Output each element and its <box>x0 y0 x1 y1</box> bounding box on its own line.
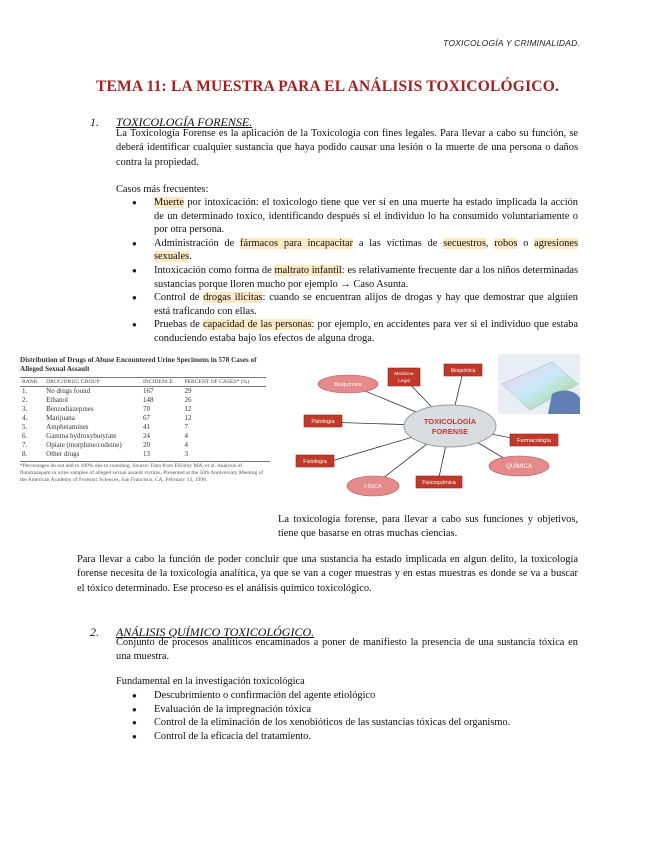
table-row <box>20 450 266 459</box>
table-cell: 12 <box>184 405 192 413</box>
section-2-title: ANÁLISIS QUÍMICO TOXICOLÓGICO. <box>116 625 315 639</box>
table-cell: Other drugs <box>46 450 80 458</box>
table-cell: 4 <box>184 432 188 440</box>
paragraph-2: Para llevar a cabo la función de poder concluir que una sustancia ha estado implicada en algun delito, la toxicología forense necesita de la toxicología analítica, ya que se van a coger muestras y en estas muestras es donde se va a buscar el tóxico determinado. Ese proceso es el análisis químico toxicológico. <box>77 554 578 594</box>
table-cell: 13 <box>142 450 150 458</box>
diagram-node: Medicina <box>394 372 414 377</box>
table-title: Distribution of Drugs of Abuse Encountered Urine Specimens in 578 Cases of Alleged Sexual Assault <box>20 356 257 373</box>
highlight: capacidad de las personas <box>202 319 312 331</box>
list-item-text: : es relativamente frecuente dar a los niños determinadas sustancias porque lloren mucho por ejemplo → Caso Asunta. <box>154 264 579 290</box>
lab-photo <box>498 354 580 414</box>
list-item-text: : cuando se encuentran alijos de drogas y hay que demostrar que alguien está traficando con ellas. <box>154 292 578 317</box>
page-header: TOXICOLOGÍA Y CRIMINALIDAD. <box>443 38 580 48</box>
table-footnote: *Percentages do not add to 100% due to rounding. Source: Data from ElSohly MA, et al. Analysis of flunitrazepam in urine samples of alleged sexual assault victims. Presented at the 50th Anniversary Meeting of the American Academy of Forensic Sciences, San Francisco, CA, February 13, 1998. <box>20 461 270 484</box>
table-cell: 41 <box>142 423 150 431</box>
list-item <box>132 291 578 318</box>
table-cell: Ethanol <box>46 396 68 404</box>
table-header: INCIDENCE <box>141 378 183 387</box>
list-item-text: por intoxicación: el toxicologo tiene que ver si en una muerte ha estado implicada la acción de un determinado toxico, identificando después si el individuo lo ha consumido voluntariamente o por otra persona. <box>154 197 578 236</box>
table-cell: 7 <box>184 423 188 431</box>
table-cell: 4 <box>184 441 188 449</box>
list-item-text: Intoxicación como forma de <box>154 264 275 276</box>
list-item-text: Pruebas de <box>154 319 203 331</box>
diagram-node: Farmacología <box>517 438 551 444</box>
section-2-heading <box>90 623 99 641</box>
diagram-node: Patología <box>311 419 335 425</box>
list-item: ● Descubrimiento o confirmación del agente etiológico <box>132 689 578 703</box>
table-cell: Benzodiazepines <box>46 405 94 413</box>
diagram-svg <box>290 354 580 504</box>
highlight: Muerte <box>154 197 185 208</box>
drug-table-figure <box>20 356 270 536</box>
table-cell: 12 <box>184 414 192 422</box>
table-cell: 2. <box>22 396 28 404</box>
table-cell: 70 <box>142 405 150 413</box>
table-header: DRUG/DRUG GROUP <box>44 378 141 387</box>
table-cell: 3. <box>22 405 28 413</box>
diagram-caption: La toxicología forense, para llevar a cabo sus funciones y objetivos, tiene que basarse en otras muchas ciencias. <box>278 514 578 540</box>
table-cell: 26 <box>184 396 192 404</box>
list-item <box>132 264 578 291</box>
diagram-node: Bioquímica <box>450 368 476 374</box>
list-item-text: . <box>189 251 192 263</box>
table-cell: 167 <box>142 387 154 395</box>
table-row <box>20 432 266 441</box>
list-item-text: , <box>485 237 495 249</box>
diagram-node: Bioquímica <box>334 382 362 388</box>
table-cell: 1. <box>22 387 28 395</box>
list-item: ● Control de la eliminación de los xenobióticos de las sustancias tóxicas del organismo. <box>132 716 578 730</box>
table-cell: 24 <box>142 432 150 440</box>
diagram-node: QUÍMICA <box>506 464 532 470</box>
highlight: drogas ilícitas <box>203 292 263 304</box>
table-cell: Opiate (morphine/codeine) <box>46 441 122 449</box>
list-item <box>132 196 578 237</box>
highlight: agresiones sexuales <box>154 237 579 263</box>
table-cell: 8. <box>22 450 28 458</box>
table-cell: 67 <box>142 414 150 422</box>
list-item <box>132 237 578 264</box>
section-1-number: 1. <box>90 115 99 129</box>
table-row <box>20 423 266 432</box>
list-item: ● Control de la eficacia del tratamiento. <box>132 730 578 744</box>
table-cell: 6. <box>22 432 28 440</box>
highlight: maltrato infantil <box>274 264 342 276</box>
table-header: RANK <box>20 378 44 387</box>
table-cell: Amphetamines <box>46 423 89 431</box>
table-cell: Gamma hydroxybutyrate <box>46 432 117 440</box>
diagram-node: Fisiología <box>303 459 327 465</box>
list-item-text: o <box>517 237 535 249</box>
table-cell: 4. <box>22 414 28 422</box>
section-1-heading <box>90 113 99 131</box>
section-2-number: 2. <box>90 625 99 639</box>
table-header: PERCENT OF CASES* (%) <box>182 378 266 387</box>
diagram-node: Legal <box>398 379 410 384</box>
table-cell: 3 <box>184 450 188 458</box>
table-cell: No drugs found <box>46 387 91 395</box>
section-2-paragraph: Conjunto de procesos analíticos encaminados a poner de manifiesto la presencia de una sustancia tóxica en una muestra. <box>116 637 578 663</box>
forensic-toxicology-diagram <box>290 354 580 504</box>
cases-label: Casos más frecuentes: <box>116 184 209 195</box>
section-1-title: TOXICOLOGÍA FORENSE. <box>116 115 253 129</box>
fundamental-label: Fundamental en la investigación toxicológica <box>116 676 305 687</box>
diagram-node: Fisicoquímica <box>422 480 456 486</box>
fundamental-list <box>132 689 578 743</box>
table-row <box>20 387 266 397</box>
section-1-paragraph: La Toxicología Forense es la aplicación de la Toxicología con fines legales. Para llevar a cabo su función, se deberá identificar cualquier sustancia que haya podido causar una lesión o la muerte de una persona o daños contra la propiedad. <box>116 128 578 168</box>
table-cell: 20 <box>142 441 150 449</box>
list-item: ● Evaluación de la impregnación tóxica <box>132 703 578 717</box>
table-row <box>20 405 266 414</box>
list-item <box>132 318 578 345</box>
list-item-text: Control de <box>154 292 204 304</box>
table-row <box>20 441 266 450</box>
table-row <box>20 396 266 405</box>
highlight: robos <box>494 237 518 249</box>
diagram-node: FÍSICA <box>364 484 382 490</box>
drug-table <box>20 377 266 459</box>
diagram-center-line1: TOXICOLOGÍA <box>423 417 477 426</box>
table-cell: 7. <box>22 441 28 449</box>
table-cell: 5. <box>22 423 28 431</box>
cases-list <box>132 196 578 346</box>
table-cell: 29 <box>184 387 192 395</box>
table-cell: Marijuana <box>46 414 75 422</box>
table-cell: 148 <box>142 396 154 404</box>
highlight: secuestros <box>443 237 486 249</box>
diagram-center-line2: FORENSE <box>431 427 469 436</box>
list-item-text: a las víctimas de <box>353 237 444 249</box>
list-item-text: : por ejemplo, en accidentes para ver si el individuo que estaba conduciendo estaba bajo los efectos de alguna droga. <box>154 319 578 344</box>
table-row <box>20 414 266 423</box>
page-title: TEMA 11: LA MUESTRA PARA EL ANÁLISIS TOXICOLÓGICO. <box>95 78 560 95</box>
list-item-text: Administración de <box>154 237 241 249</box>
highlight: fármacos para incapacitar <box>240 237 354 249</box>
